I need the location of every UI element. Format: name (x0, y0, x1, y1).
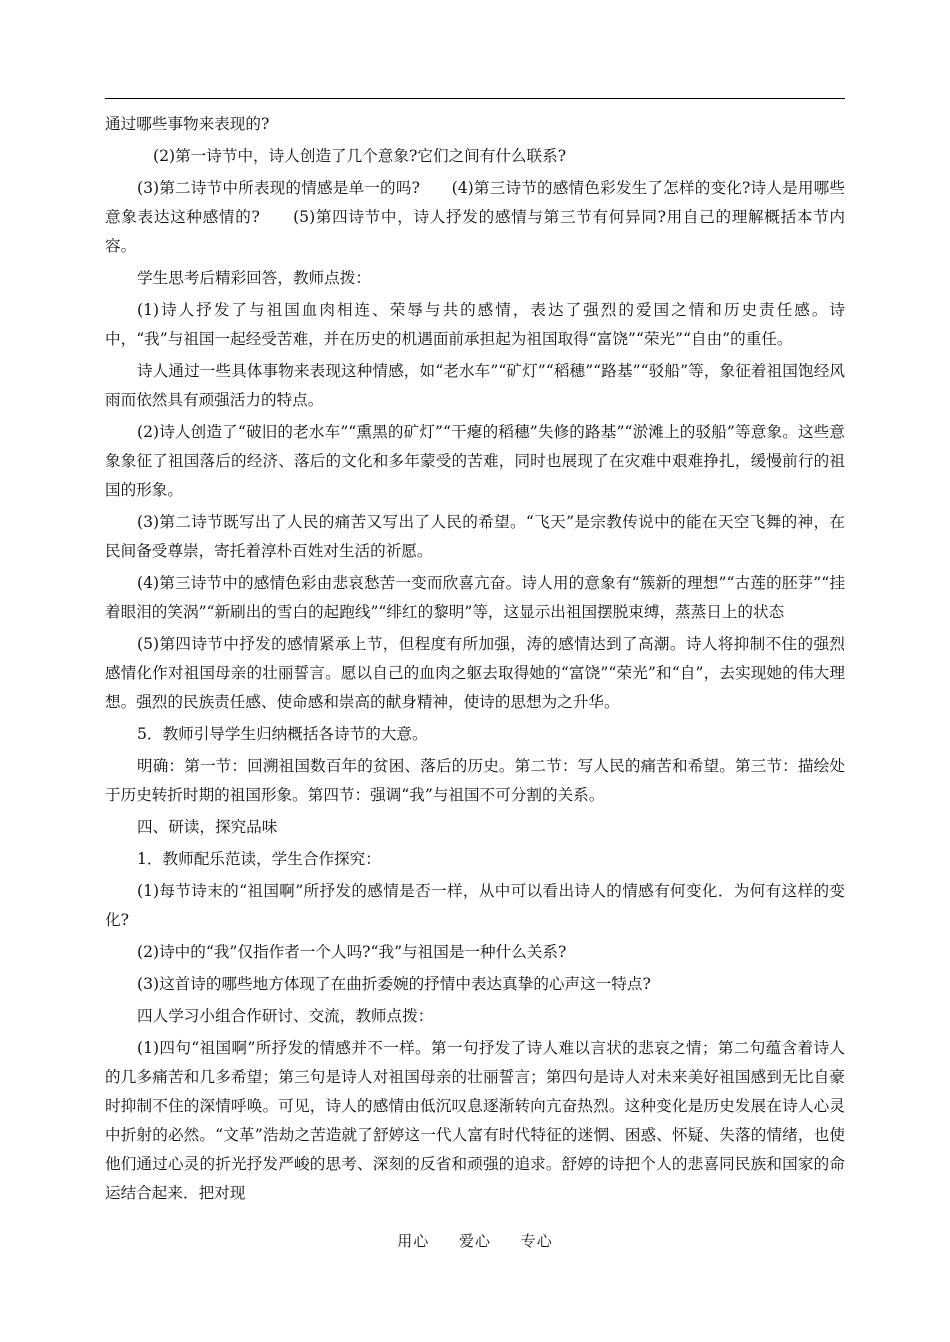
footer-item-1: 用心 (397, 1232, 430, 1250)
paragraph: 四、研读，探究品味 (137, 818, 278, 836)
paragraph: (2)诗中的“我”仅指作者一个人吗?“我”与祖国是一种什么关系? (137, 943, 567, 961)
paragraph: 诗人通过一些具体事物来表现这种情感，如“老水车”“矿灯”“稻穗”“路基”“驳船”等，象征着祖国饱经风雨而依然具有顽强活力的特点。 (105, 362, 845, 409)
paragraph: (3)第二诗节中所表现的情感是单一的吗? (4)第三诗节的感情色彩发生了怎样的变化?诗人是用哪些意象表达这种感情的? (5)第四诗节中，诗人抒发的感情与第三节有何异同?用自己的理解概括本节内容。 (105, 179, 845, 255)
paragraph: 明确：第一节：回溯祖国数百年的贫困、落后的历史。第二节：写人民的痛苦和希望。第三节：描绘处于历史转折时期的祖国形象。第四节：强调“我”与祖国不可分割的关系。 (105, 757, 845, 804)
header-rule (105, 98, 845, 99)
paragraph: 1．教师配乐范读，学生合作探究： (137, 850, 381, 868)
paragraph: 通过哪些事物来表现的? (105, 115, 270, 133)
paragraph: (1)诗人抒发了与祖国血肉相连、荣辱与共的感情，表达了强烈的爱国之情和历史责任感。诗中，“我”与祖国一起经受苦难，并在历史的机遇面前承担起为祖国取得“富饶”“荣光”“自由”的重任。 (105, 301, 845, 348)
page-footer (0, 1230, 950, 1251)
paragraph: (4)第三诗节中的感情色彩由悲哀愁苦一变而欣喜亢奋。诗人用的意象有“簇新的理想”“古莲的胚芽”“挂着眼泪的笑涡”“新刷出的雪白的起跑线”“绯红的黎明”等，这显示出祖国摆脱束缚，蒸蒸日上的状态 (105, 574, 845, 621)
paragraph: (2)第一诗节中，诗人创造了几个意象?它们之间有什么联系? (153, 147, 567, 165)
paragraph: 5．教师引导学生归纳概括各诗节的大意。 (137, 725, 428, 743)
footer-item-3: 专心 (520, 1232, 553, 1250)
paragraph: 四人学习小组合作研讨、交流，教师点拨： (137, 1007, 434, 1025)
paragraph: 学生思考后精彩回答，教师点拨： (137, 269, 371, 287)
paragraph: (1)四句“祖国啊”所抒发的情感并不一样。第一句抒发了诗人难以言状的悲哀之情；第二句蕴含着诗人的几多痛苦和几多希望；第三句是诗人对祖国母亲的壮丽誓言；第四句是诗人对未来美好祖国感到无比自豪时抑制不住的深情呼唤。可见，诗人的感情由低沉叹息逐渐转向亢奋热烈。这种变化是历史发展在诗人心灵中折射的必然。“文革”浩劫之苦造就了舒婷这一代人富有时代特征的迷惘、困惑、怀疑、失落的情绪，也使他们通过心灵的折光抒发严峻的思考、深刻的反省和顽强的追求。舒婷的诗把个人的悲喜同民族和国家的命运结合起来．把对现 (105, 1039, 845, 1202)
paragraph: (3)第二诗节既写出了人民的痛苦又写出了人民的希望。“飞天”是宗教传说中的能在天空飞舞的神，在民间备受尊崇，寄托着淳朴百姓对生活的祈愿。 (105, 513, 845, 560)
paragraph: (5)第四诗节中抒发的感情紧承上节，但程度有所加强，涛的感情达到了高潮。诗人将抑制不住的强烈感情化作对祖国母亲的壮丽誓言。愿以自己的血肉之躯去取得她的“富饶”“荣光”和“自”，去实现她的伟大理想。强烈的民族责任感、使命感和崇高的献身精神，使诗的思想为之升华。 (105, 635, 845, 711)
footer-item-2: 爱心 (458, 1232, 491, 1250)
document-body (105, 110, 845, 1211)
paragraph: (2)诗人创造了“破旧的老水车”“熏黑的矿灯”“干瘪的稻穗”失修的路基”“淤滩上的驳船”等意象。这些意象象征了祖国落后的经济、落后的文化和多年蒙受的苦难，同时也展现了在灾难中艰难挣扎，缓慢前行的祖国的形象。 (105, 423, 845, 499)
paragraph: (3)这首诗的哪些地方体现了在曲折委婉的抒情中表达真挚的心声这一特点? (137, 975, 651, 993)
paragraph: (1)每节诗末的“祖国啊”所抒发的感情是否一样，从中可以看出诗人的情感有何变化．为何有这样的变化? (105, 882, 845, 929)
